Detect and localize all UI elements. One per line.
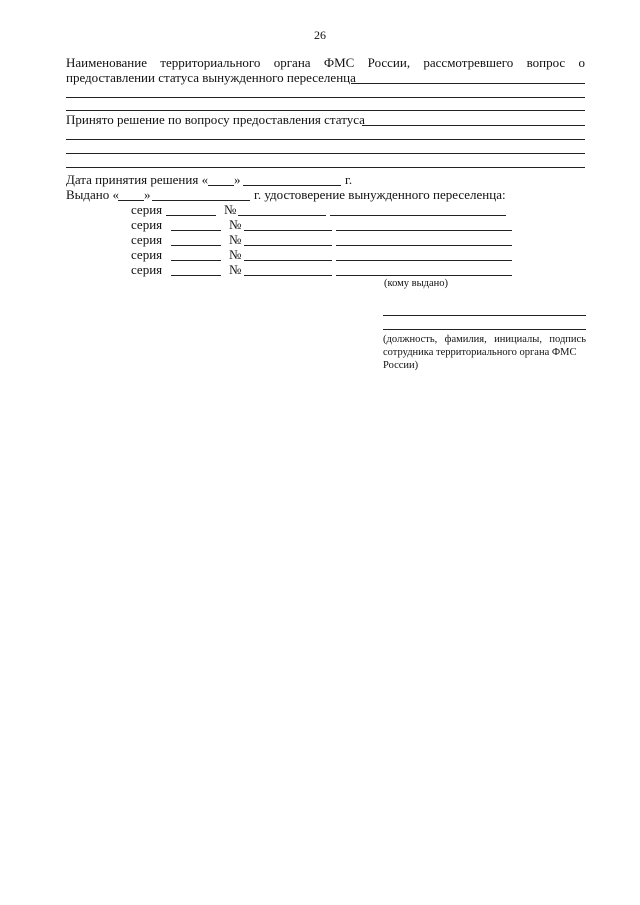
recipient-field[interactable] — [336, 275, 512, 276]
recipient-field[interactable] — [336, 245, 512, 246]
signature-field-line[interactable] — [383, 329, 586, 330]
decision-field-line[interactable] — [362, 125, 585, 126]
decision-day-field[interactable] — [208, 185, 234, 186]
issued-suffix: г. удостоверение вынужденного переселенца: — [254, 187, 506, 202]
recipient-field[interactable] — [336, 260, 512, 261]
decision-field-line[interactable] — [66, 139, 585, 140]
decision-date-mid: » — [234, 172, 241, 187]
authority-field-line[interactable] — [66, 97, 585, 98]
to-whom-caption: (кому выдано) — [384, 278, 449, 289]
number-field[interactable] — [244, 275, 332, 276]
recipient-field[interactable] — [330, 215, 506, 216]
decision-field-line[interactable] — [66, 153, 585, 154]
issued-month-field[interactable] — [152, 200, 250, 201]
recipient-field[interactable] — [336, 230, 512, 231]
number-label: № — [229, 232, 242, 247]
series-field[interactable] — [171, 230, 221, 231]
decision-date-suffix: г. — [345, 172, 353, 187]
number-label: № — [224, 202, 237, 217]
decision-date-prefix: Дата принятия решения « — [66, 172, 209, 187]
issued-prefix: Выдано « — [66, 187, 119, 202]
series-field[interactable] — [171, 260, 221, 261]
authority-label-line2: предоставлении статуса вынужденного переселенца — [66, 70, 356, 85]
decision-month-field[interactable] — [243, 185, 341, 186]
signature-field-line[interactable] — [383, 315, 586, 316]
number-field[interactable] — [244, 230, 332, 231]
series-label: серия — [131, 232, 163, 247]
authority-field-line[interactable] — [66, 110, 585, 111]
series-field[interactable] — [166, 215, 216, 216]
authority-field-line[interactable] — [351, 83, 585, 84]
signature-caption-line2: сотрудника территориального органа ФМС — [383, 347, 577, 358]
series-field[interactable] — [171, 275, 221, 276]
number-label: № — [229, 217, 242, 232]
number-field[interactable] — [244, 260, 332, 261]
signature-caption-line3: России) — [383, 360, 419, 371]
signature-caption-line1: (должность, фамилия, инициалы, подпись — [383, 334, 586, 345]
page-number: 26 — [314, 28, 326, 42]
series-field[interactable] — [171, 245, 221, 246]
issued-mid: » — [144, 187, 151, 202]
number-label: № — [229, 247, 242, 262]
series-label: серия — [131, 202, 163, 217]
number-field[interactable] — [238, 215, 326, 216]
series-label: серия — [131, 262, 163, 277]
series-label: серия — [131, 247, 163, 262]
issued-day-field[interactable] — [118, 200, 144, 201]
authority-label-line1: Наименование территориального органа ФМС России, рассмотревшего вопрос о — [66, 55, 585, 70]
decision-field-line[interactable] — [66, 167, 585, 168]
series-label: серия — [131, 217, 163, 232]
decision-label: Принято решение по вопросу предоставления статуса — [66, 112, 365, 127]
number-field[interactable] — [244, 245, 332, 246]
number-label: № — [229, 262, 242, 277]
